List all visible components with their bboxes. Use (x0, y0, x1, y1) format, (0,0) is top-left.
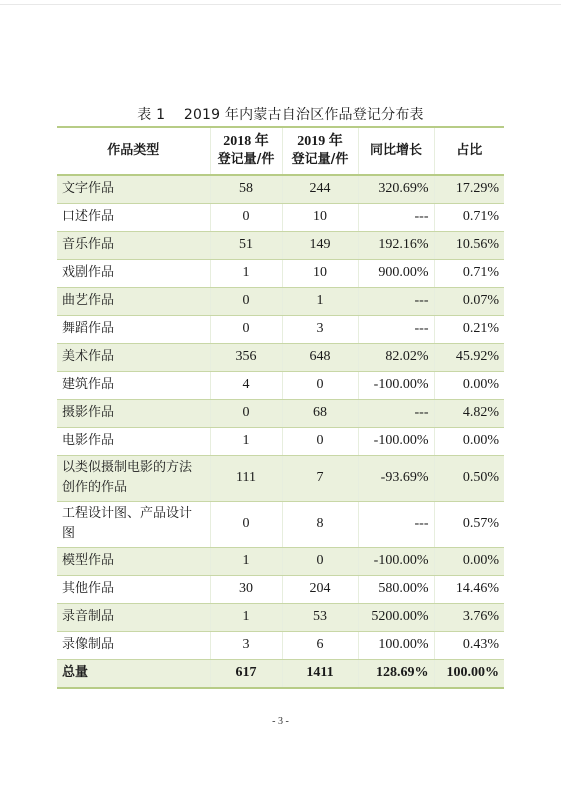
table-row (57, 259, 504, 287)
cell-2019: 0 (282, 371, 358, 399)
cell-2019: 3 (282, 315, 358, 343)
table-title: 表 1 2019 年内蒙古自治区作品登记分布表 (137, 107, 424, 123)
cell-share: 3.76% (434, 603, 504, 631)
cell-share: 45.92% (434, 343, 504, 371)
header-yoy: 同比增长 (358, 127, 434, 175)
header-share: 占比 (434, 127, 504, 175)
cell-total-share: 100.00% (434, 659, 504, 688)
cell-2019: 149 (282, 231, 358, 259)
cell-2018: 4 (210, 371, 282, 399)
cell-type: 录像制品 (57, 631, 210, 659)
cell-type: 以类似摄制电影的方法创作的作品 (57, 455, 210, 501)
cell-share: 0.00% (434, 427, 504, 455)
cell-share: 0.00% (434, 547, 504, 575)
cell-type: 电影作品 (57, 427, 210, 455)
cell-share: 17.29% (434, 175, 504, 203)
page-number: - 3 - (272, 716, 289, 727)
table-row (57, 501, 504, 547)
table-row (57, 631, 504, 659)
cell-2018: 1 (210, 259, 282, 287)
cell-type: 摄影作品 (57, 399, 210, 427)
registration-table (57, 126, 504, 689)
cell-yoy: --- (358, 501, 434, 547)
cell-yoy: 100.00% (358, 631, 434, 659)
cell-total-yoy: 128.69% (358, 659, 434, 688)
cell-type: 口述作品 (57, 203, 210, 231)
cell-type: 舞蹈作品 (57, 315, 210, 343)
cell-yoy: --- (358, 287, 434, 315)
cell-2019: 0 (282, 427, 358, 455)
cell-type: 建筑作品 (57, 371, 210, 399)
cell-2018: 51 (210, 231, 282, 259)
cell-yoy: -93.69% (358, 455, 434, 501)
cell-yoy: --- (358, 203, 434, 231)
table-row (57, 203, 504, 231)
cell-type: 工程设计图、产品设计图 (57, 501, 210, 547)
header-2019-unit: 登记量/件 (291, 152, 349, 167)
cell-yoy: 900.00% (358, 259, 434, 287)
cell-total-2019: 1411 (282, 659, 358, 688)
cell-yoy: 580.00% (358, 575, 434, 603)
cell-yoy: 5200.00% (358, 603, 434, 631)
cell-yoy: -100.00% (358, 427, 434, 455)
header-2018-unit: 登记量/件 (217, 152, 275, 167)
header-2018 (210, 127, 282, 175)
cell-2018: 0 (210, 399, 282, 427)
table-row (57, 343, 504, 371)
cell-2018: 0 (210, 501, 282, 547)
cell-2018: 111 (210, 455, 282, 501)
cell-type: 其他作品 (57, 575, 210, 603)
cell-share: 4.82% (434, 399, 504, 427)
cell-type: 录音制品 (57, 603, 210, 631)
header-2019-year: 2019 年 (297, 134, 343, 149)
cell-2018: 58 (210, 175, 282, 203)
table-row (57, 315, 504, 343)
cell-yoy: -100.00% (358, 547, 434, 575)
cell-2019: 0 (282, 547, 358, 575)
cell-2019: 244 (282, 175, 358, 203)
cell-share: 0.50% (434, 455, 504, 501)
cell-2018: 1 (210, 547, 282, 575)
table-row (57, 371, 504, 399)
table-row (57, 231, 504, 259)
cell-2019: 10 (282, 259, 358, 287)
cell-yoy: 82.02% (358, 343, 434, 371)
cell-2018: 30 (210, 575, 282, 603)
cell-type: 文字作品 (57, 175, 210, 203)
table-row (57, 575, 504, 603)
cell-yoy: 320.69% (358, 175, 434, 203)
cell-type: 音乐作品 (57, 231, 210, 259)
cell-yoy: --- (358, 315, 434, 343)
table-row (57, 455, 504, 501)
table-row (57, 603, 504, 631)
cell-type: 戏剧作品 (57, 259, 210, 287)
cell-share: 0.71% (434, 203, 504, 231)
cell-yoy: -100.00% (358, 371, 434, 399)
total-row (57, 659, 504, 688)
table-row (57, 287, 504, 315)
cell-2018: 1 (210, 603, 282, 631)
cell-2019: 1 (282, 287, 358, 315)
cell-2018: 0 (210, 315, 282, 343)
cell-share: 0.57% (434, 501, 504, 547)
cell-2019: 648 (282, 343, 358, 371)
cell-2019: 204 (282, 575, 358, 603)
cell-share: 0.71% (434, 259, 504, 287)
cell-2018: 3 (210, 631, 282, 659)
cell-2019: 7 (282, 455, 358, 501)
table-header (57, 127, 504, 175)
cell-share: 14.46% (434, 575, 504, 603)
header-2018-year: 2018 年 (223, 134, 269, 149)
header-row (57, 127, 504, 175)
cell-type: 曲艺作品 (57, 287, 210, 315)
cell-type: 模型作品 (57, 547, 210, 575)
cell-2019: 10 (282, 203, 358, 231)
cell-2019: 6 (282, 631, 358, 659)
cell-total-label: 总量 (57, 659, 210, 688)
cell-total-2018: 617 (210, 659, 282, 688)
cell-share: 0.21% (434, 315, 504, 343)
cell-share: 0.07% (434, 287, 504, 315)
cell-2018: 1 (210, 427, 282, 455)
cell-share: 10.56% (434, 231, 504, 259)
cell-2018: 0 (210, 287, 282, 315)
cell-2019: 68 (282, 399, 358, 427)
header-2019 (282, 127, 358, 175)
table-body (57, 175, 504, 688)
table-row (57, 399, 504, 427)
cell-type: 美术作品 (57, 343, 210, 371)
page-top-border (0, 4, 561, 5)
cell-share: 0.00% (434, 371, 504, 399)
cell-2019: 8 (282, 501, 358, 547)
table-row (57, 547, 504, 575)
cell-share: 0.43% (434, 631, 504, 659)
table-row (57, 175, 504, 203)
cell-2018: 0 (210, 203, 282, 231)
cell-2019: 53 (282, 603, 358, 631)
cell-2018: 356 (210, 343, 282, 371)
header-type: 作品类型 (57, 127, 210, 175)
cell-yoy: --- (358, 399, 434, 427)
cell-yoy: 192.16% (358, 231, 434, 259)
table-row (57, 427, 504, 455)
